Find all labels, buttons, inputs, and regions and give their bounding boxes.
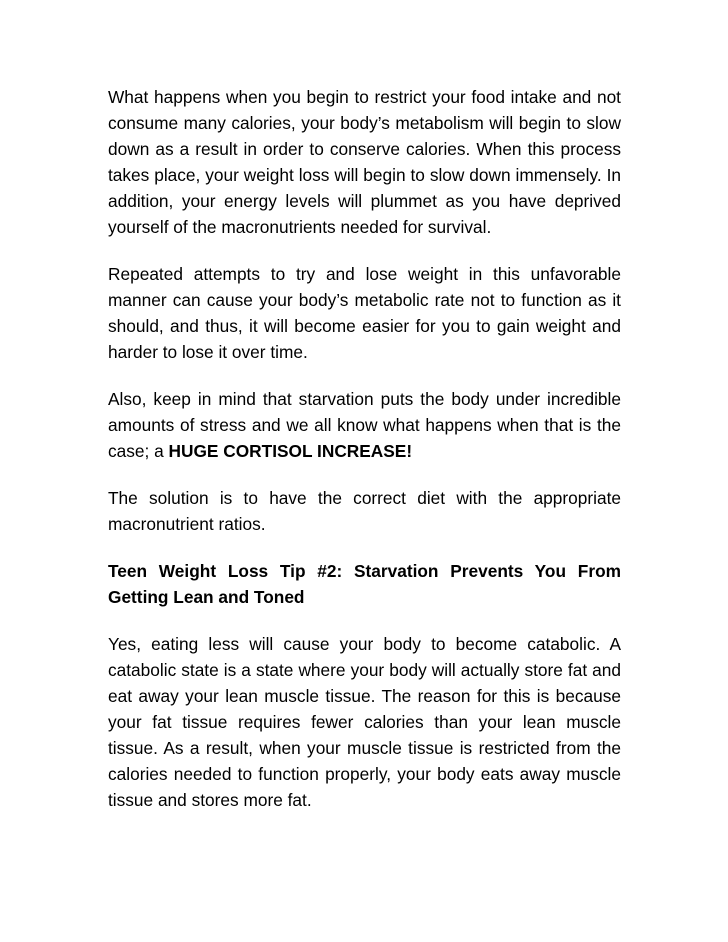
paragraph-repeated-attempts: Repeated attempts to try and lose weight in this unfavorable manner can cause your body’s metabolic rate not to function as it should, and thus, it will become easier for you to gain weight and harder to lose it over time.	[108, 264, 621, 362]
paragraph-catabolic: Yes, eating less will cause your body to become catabolic. A catabolic state is a state where your body will actually store fat and eat away your lean muscle tissue. The reason for this is because your fat tissue requires fewer calories than your lean muscle tissue. As a result, when your muscle tissue is restricted from the calories needed to function properly, your body eats away muscle tissue and stores more fat.	[108, 634, 621, 810]
cortisol-emphasis: HUGE CORTISOL INCREASE!	[168, 441, 413, 461]
document-page	[108, 84, 621, 834]
paragraph-starvation-stress	[108, 386, 621, 464]
paragraph-metabolism: What happens when you begin to restrict your food intake and not consume many calories, your body’s metabolism will begin to slow down as a result in order to conserve calories. When this process takes place, your weight loss will begin to slow down immensely. In addition, your energy levels will plummet as you have deprived yourself of the macronutrients needed for survival.	[108, 87, 621, 237]
paragraph-solution: The solution is to have the correct diet with the appropriate macronutrient ratios.	[108, 488, 621, 534]
paragraph-starvation-stress-text: Also, keep in mind that starvation puts the body under incredible amounts of stress and we all know what happens when that is the case; a	[108, 389, 621, 461]
section-heading-tip-2: Teen Weight Loss Tip #2: Starvation Prevents You From Getting Lean and Toned	[108, 561, 621, 607]
